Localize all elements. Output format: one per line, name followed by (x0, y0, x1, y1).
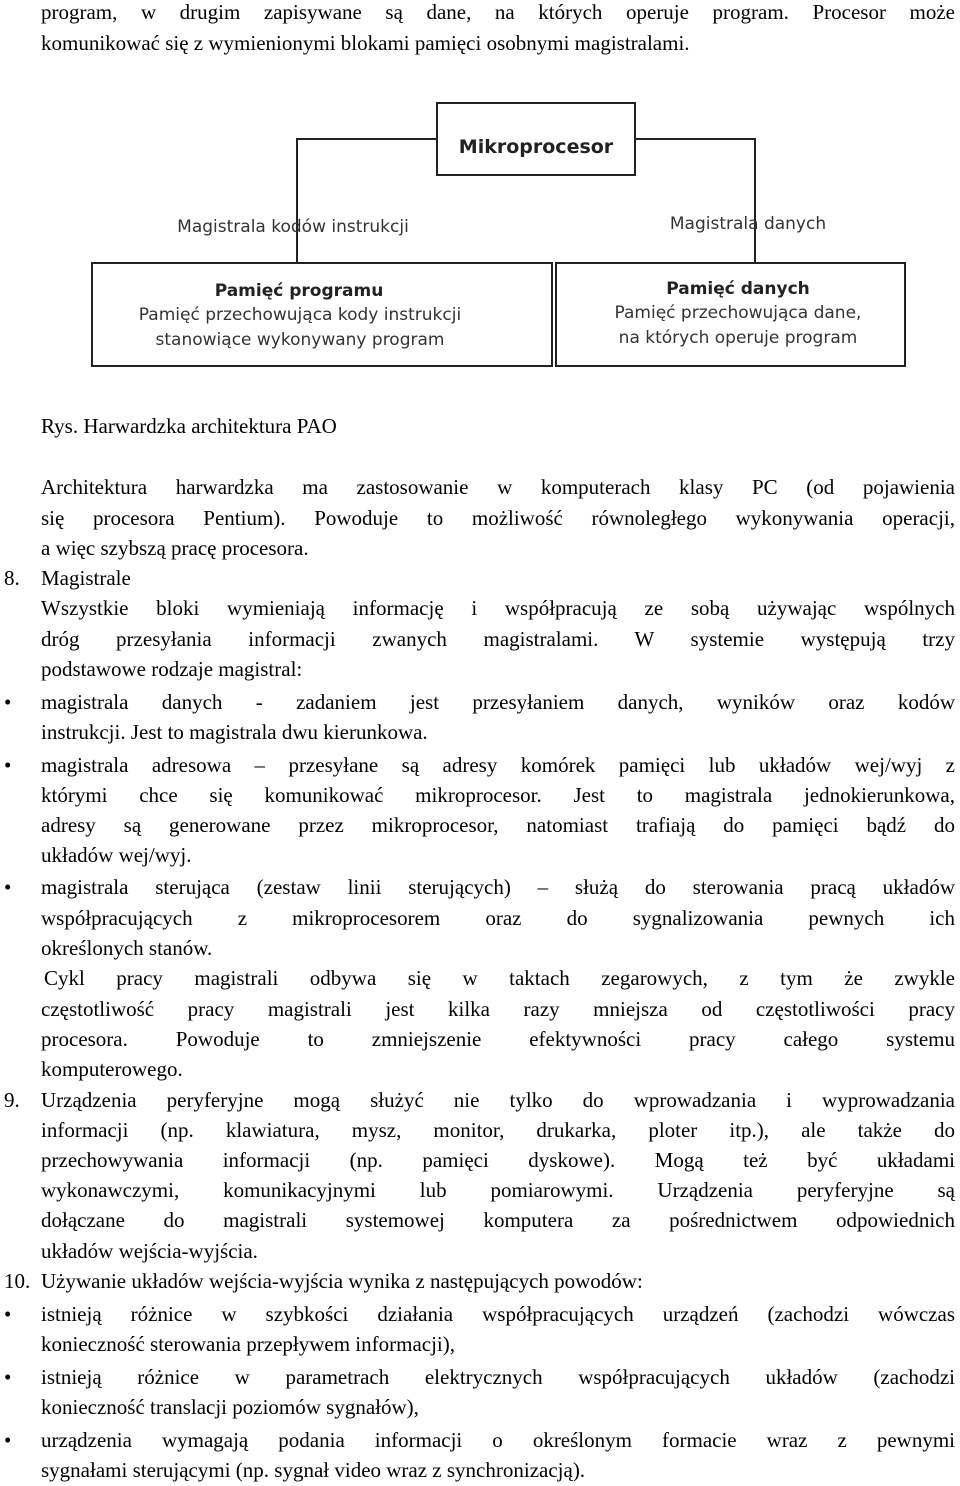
section-9-line-5: dołączane do magistrali systemowej komputera za pośrednictwem odpowiednich (41, 1208, 955, 1232)
section-10-number: 10. (4, 1269, 31, 1293)
data-memory-title: Pamięć danych (666, 279, 810, 299)
figure-caption: Rys. Harwardzka architektura PAO (41, 414, 337, 438)
bullet-marker: • (4, 753, 12, 777)
bus-address-line-1: magistrala adresowa – przesyłane są adresy komórek pamięci lub układów wej/wyj z (41, 753, 955, 777)
section-8-title: Magistrale (41, 566, 131, 590)
section-9-line-3: przechowywania informacji (np. pamięci dyskowe). Mogą też być układami (41, 1148, 955, 1172)
section-9-line-6: układów wejścia-wyjścia. (41, 1239, 258, 1263)
io-reason-2-line-2: konieczność translacji poziomów sygnałów), (41, 1395, 419, 1419)
intro-line-1: program, w drugim zapisywane są dane, na których operuje program. Procesor może (41, 0, 955, 24)
io-reason-2-line-1: istnieją różnice w parametrach elektrycznych współpracujących układów (zachodzi (41, 1365, 955, 1389)
program-memory-line-1: Pamięć przechowująca kody instrukcji (138, 305, 462, 325)
io-reason-1-line-2: konieczność sterowania przepływem informacji), (41, 1332, 456, 1356)
bullet-marker: • (4, 1302, 12, 1326)
section-8-number: 8. (4, 566, 20, 590)
cpu-label: Mikroprocesor (458, 136, 614, 158)
bus-left-line (297, 139, 437, 263)
bus-data-line-2: instrukcji. Jest to magistrala dwu kierunkowa. (41, 720, 428, 744)
io-reason-3-line-1: urządzenia wymagają podania informacji o określonym formacie wraz z pewnymi (41, 1428, 955, 1452)
arch-para-line-2: się procesora Pentium). Powoduje to możliwość równoległego wykonywania operacji, (41, 506, 955, 530)
bus-address-line-3: adresy są generowane przez mikroprocesor, natomiast trafiają do pamięci bądź do (41, 813, 955, 837)
cycle-para-line-1: Cykl pracy magistrali odbywa się w taktach zegarowych, z tym że zwykle (44, 966, 955, 990)
data-memory-line-1: Pamięć przechowująca dane, (614, 303, 862, 323)
bus-right-line (635, 139, 755, 263)
cycle-para-line-3: procesora. Powoduje to zmniejszenie efektywności pracy całego systemu (41, 1027, 955, 1051)
program-memory-title: Pamięć programu (214, 281, 384, 301)
bullet-marker: • (4, 1428, 12, 1452)
section-8-para-line-1: Wszystkie bloki wymieniają informację i współpracują ze sobą używając wspólnych (41, 596, 955, 620)
bus-address-line-2: którymi chce się komunikować mikroprocesor. Jest to magistrala jednokierunkowa, (41, 783, 955, 807)
section-8-para-line-2: dróg przesyłania informacji zwanych magistralami. W systemie występują trzy (41, 627, 955, 651)
section-9-line-4: wykonawczymi, komunikacyjnymi lub pomiarowymi. Urządzenia peryferyjne są (41, 1178, 955, 1202)
section-9-line-1: Urządzenia peryferyjne mogą służyć nie tylko do wprowadzania i wyprowadzania (41, 1088, 955, 1112)
io-reason-3-line-2: sygnałami sterującymi (np. sygnał video wraz z synchronizacją). (41, 1458, 586, 1482)
harvard-architecture-diagram (0, 95, 960, 375)
intro-line-2: komunikować się z wymienionymi blokami pamięci osobnymi magistralami. (41, 31, 690, 55)
bullet-marker: • (4, 1365, 12, 1389)
cycle-para-line-2: częstotliwość pracy magistrali jest kilka razy mniejsza od częstotliwości pracy (41, 997, 955, 1021)
bus-right-label: Magistrala danych (669, 214, 827, 234)
bus-control-line-1: magistrala sterująca (zestaw linii sterujących) – służą do sterowania pracą układów (41, 875, 955, 899)
bus-control-line-3: określonych stanów. (41, 936, 213, 960)
cycle-para-line-4: komputerowego. (41, 1057, 183, 1081)
bus-data-line-1: magistrala danych - zadaniem jest przesyłaniem danych, wyników oraz kodów (41, 690, 955, 714)
arch-para-line-3: a więc szybszą pracę procesora. (41, 536, 309, 560)
section-9-line-2: informacji (np. klawiatura, mysz, monitor, drukarka, ploter itp.), ale także do (41, 1118, 955, 1142)
bus-left-label: Magistrala kodów instrukcji (177, 217, 409, 237)
bullet-marker: • (4, 690, 12, 714)
section-9-number: 9. (4, 1088, 20, 1112)
section-10-title: Używanie układów wejścia-wyjścia wynika z następujących powodów: (41, 1269, 643, 1293)
io-reason-1-line-1: istnieją różnice w szybkości działania współpracujących urządzeń (zachodzi wówczas (41, 1302, 955, 1326)
data-memory-line-2: na których operuje program (618, 328, 858, 348)
program-memory-line-2: stanowiące wykonywany program (155, 330, 445, 350)
bullet-marker: • (4, 875, 12, 899)
bus-control-line-2: współpracujących z mikroprocesorem oraz do sygnalizowania pewnych ich (41, 906, 955, 930)
bus-address-line-4: układów wej/wyj. (41, 843, 192, 867)
arch-para-line-1: Architektura harwardzka ma zastosowanie w komputerach klasy PC (od pojawienia (41, 475, 955, 499)
section-8-para-line-3: podstawowe rodzaje magistral: (41, 657, 303, 681)
